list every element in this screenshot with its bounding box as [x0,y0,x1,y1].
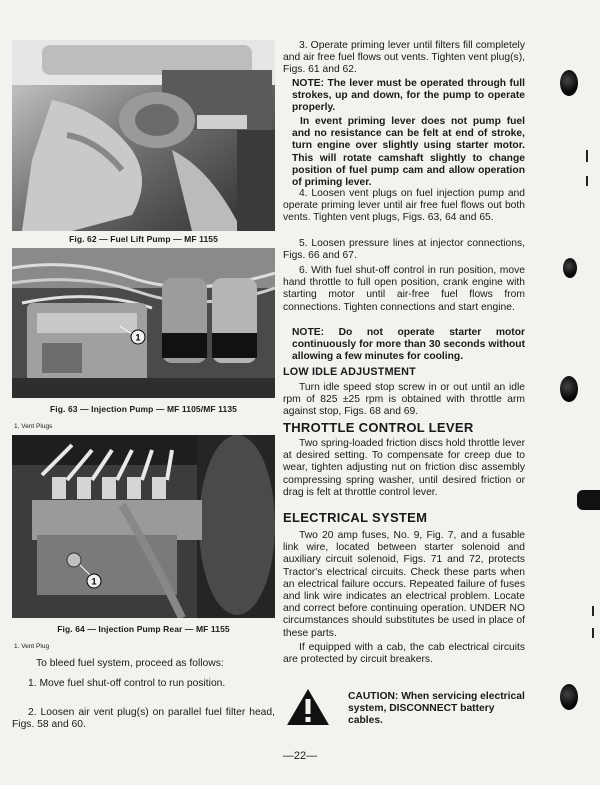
injection-pump-image [12,248,275,398]
heading-electrical: ELECTRICAL SYSTEM [283,510,428,525]
figure-62-photo [12,40,275,231]
binder-hole-icon [577,490,600,510]
edge-mark [592,606,594,616]
step-6: 6. With fuel shut-off control in run position, move hand throttle to full open position, crank engine with starting motor until air-free fuel flows from connections. Tighten connections and start engine. [283,265,525,313]
binder-hole-icon [563,258,577,278]
binder-hole-icon [560,70,578,96]
electrical-text-1: Two 20 amp fuses, No. 9, Fig. 7, and a fusable link wire, located between starter solenoid and auxiliary circuit solenoid, Figs. 71 and 72, protects Tractor's electrical circuits. Check these parts when an electrical failure occurs. Repeated failure of fuses and link wire indicates an electrical problem. Locate and correct before continuing operation. UNDER NO circumstances should substitutes be used in place of these parts. [283,530,525,639]
step-1: 1. Move fuel shut-off control to run position. [28,678,226,689]
electrical-text-2: If equipped with a cab, the cab electrical circuits are protected by circuit breakers. [283,642,525,666]
figure-63-photo [12,248,275,398]
figure-64-legend: 1. Vent Plug [14,643,50,650]
injection-pump-rear-image [12,435,275,618]
figure-62-caption: Fig. 62 — Fuel Lift Pump — MF 1155 [69,234,218,244]
edge-mark [586,150,588,162]
step-4: 4. Loosen vent plugs on fuel injection pump and operate priming lever until air free fuel flows out both vents. Tighten vent plugs, Figs. 63, 64 and 65. [283,188,525,224]
step-3: 3. Operate priming lever until filters fill completely and air free fuel flows out vents. Tighten vent plug(s), Figs. 61 and 62. [283,40,525,76]
warning-triangle-icon [286,688,330,726]
edge-mark [586,176,588,186]
binder-hole-icon [560,684,578,710]
figure-63-caption: Fig. 63 — Injection Pump — MF 1105/MF 1135 [50,404,237,414]
step-5: 5. Loosen pressure lines at injector connections, Figs. 66 and 67. [283,238,525,262]
figure-64-callout: 1 [91,576,97,587]
note-starter-motor: NOTE: Do not operate starter motor continuously for more than 30 seconds without allowing a few minutes for cooling. [292,327,525,363]
figure-63-legend: 1. Vent Plugs [14,423,53,430]
heading-throttle: THROTTLE CONTROL LEVER [283,420,474,435]
heading-low-idle: LOW IDLE ADJUSTMENT [283,366,416,378]
idle-text: Turn idle speed stop screw in or out until an idle rpm of 825 ±25 rpm is obtained with throttle arm against stop, Figs. 68 and 69. [283,382,525,418]
page-number: —22— [282,750,318,762]
caution-text: CAUTION: When servicing electrical system, DISCONNECT battery cables. [348,691,525,727]
figure-63-callout: 1 [135,332,141,343]
bleed-intro: To bleed fuel system, proceed as follows: [36,658,224,669]
step-2: 2. Loosen air vent plug(s) on parallel fuel filter head, Figs. 58 and 60. [12,707,275,731]
figure-64-photo [12,435,275,618]
throttle-text: Two spring-loaded friction discs hold throttle lever at desired setting. To compensate for creep due to wear, tighten adjusting nut on friction disc assembly compressing spring washer, until desired friction or drag is felt at throttle control lever. [283,438,525,498]
fuel-lift-pump-image [12,40,275,231]
note-priming-lever: In event priming lever does not pump fuel and no resistance can be felt at end of stroke, turn engine over slightly using starter motor. This will rotate camshaft slightly to change position of fuel pump cam and allow operation of priming lever. [292,116,525,189]
edge-mark [592,628,594,638]
figure-64-caption: Fig. 64 — Injection Pump Rear — MF 1155 [57,624,230,634]
note-full-strokes: NOTE: The lever must be operated through full strokes, up and down, for the pump to operate properly. [292,78,525,114]
binder-hole-icon [560,376,578,402]
